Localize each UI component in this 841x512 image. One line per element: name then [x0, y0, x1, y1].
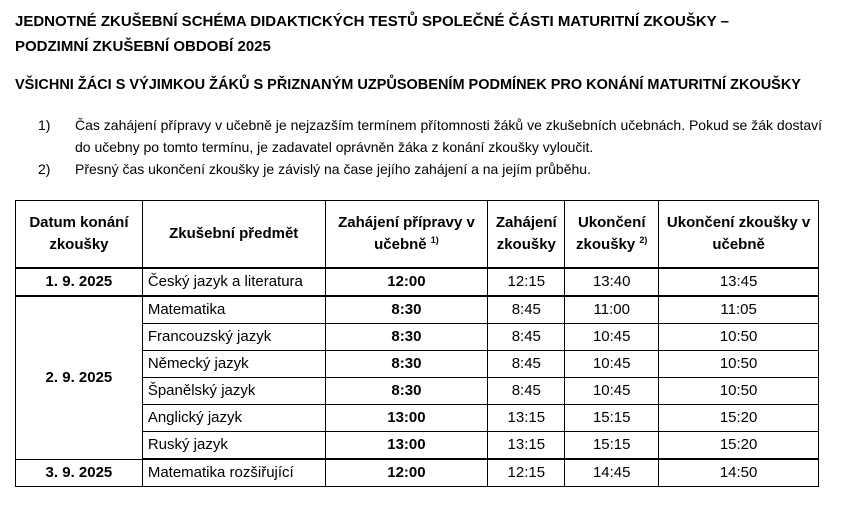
prep-time-cell: 12:00 — [325, 268, 488, 296]
date-cell: 1. 9. 2025 — [16, 268, 143, 296]
end-time-cell: 14:45 — [565, 459, 659, 487]
table-row — [16, 268, 819, 296]
end-time-cell: 13:40 — [565, 268, 659, 296]
end-time-cell: 15:15 — [565, 405, 659, 432]
subject-cell: Německý jazyk — [142, 351, 325, 378]
header-start: Zahájení zkoušky — [488, 201, 565, 269]
subject-cell: Český jazyk a literatura — [142, 268, 325, 296]
prep-time-cell: 8:30 — [325, 296, 488, 324]
footnote-ref-2: 2) — [639, 235, 648, 245]
title-line-2: PODZIMNÍ ZKUŠEBNÍ OBDOBÍ 2025 — [15, 38, 271, 55]
document-subtitle: VŠICHNI ŽÁCI S VÝJIMKOU ŽÁKŮ S PŘIZNANÝM UZPŮSOBENÍM PODMÍNEK PRO KONÁNÍ MATURITNÍ ZKOUŠKY — [15, 77, 801, 93]
note-item — [38, 114, 823, 158]
end-room-time-cell: 15:20 — [659, 432, 819, 460]
end-time-cell: 11:00 — [565, 296, 659, 324]
footnote-ref-1: 1) — [430, 235, 439, 245]
subject-cell: Francouzský jazyk — [142, 324, 325, 351]
note-number: 2) — [38, 161, 51, 177]
header-end: Ukončení zkoušky $^{2)}$ — [565, 201, 659, 269]
start-time-cell: 8:45 — [488, 324, 565, 351]
start-time-cell: 12:15 — [488, 459, 565, 487]
start-time-cell: 8:45 — [488, 378, 565, 405]
prep-time-cell: 8:30 — [325, 351, 488, 378]
end-time-cell: 10:45 — [565, 351, 659, 378]
prep-time-cell: 12:00 — [325, 459, 488, 487]
note-text: Přesný čas ukončení zkoušky je závislý na čase jejího zahájení a na jejím průběhu. — [75, 161, 591, 177]
header-end-room: Ukončení zkoušky v učebně — [659, 201, 819, 269]
table-header-row — [16, 201, 819, 269]
subject-cell: Matematika rozšiřující — [142, 459, 325, 487]
subject-cell: Španělský jazyk — [142, 378, 325, 405]
document-title — [15, 9, 825, 59]
end-room-time-cell: 14:50 — [659, 459, 819, 487]
notes-list — [38, 114, 823, 180]
subject-cell: Ruský jazyk — [142, 432, 325, 460]
note-item — [38, 158, 823, 180]
start-time-cell: 13:15 — [488, 405, 565, 432]
end-room-time-cell: 13:45 — [659, 268, 819, 296]
end-time-cell: 10:45 — [565, 378, 659, 405]
end-room-time-cell: 10:50 — [659, 351, 819, 378]
table-row — [16, 459, 819, 487]
start-time-cell: 8:45 — [488, 351, 565, 378]
subject-cell: Anglický jazyk — [142, 405, 325, 432]
header-date: Datum konání zkoušky — [16, 201, 143, 269]
exam-schedule-table — [15, 200, 819, 487]
note-number: 1) — [38, 117, 51, 133]
subject-cell: Matematika — [142, 296, 325, 324]
end-room-time-cell: 11:05 — [659, 296, 819, 324]
date-cell: 2. 9. 2025 — [16, 296, 143, 459]
end-time-cell: 10:45 — [565, 324, 659, 351]
table-row — [16, 296, 819, 324]
note-text: Čas zahájení přípravy v učebně je nejzazším termínem přítomnosti žáků ve zkušebních učebnách. Pokud se žák dostaví do učebny po tomto termínu, je zadavatel oprávněn žáka z konání zkoušky vyloučit. — [75, 117, 823, 155]
end-room-time-cell: 10:50 — [659, 378, 819, 405]
end-room-time-cell: 10:50 — [659, 324, 819, 351]
prep-time-cell: 8:30 — [325, 324, 488, 351]
start-time-cell: 8:45 — [488, 296, 565, 324]
prep-time-cell: 13:00 — [325, 432, 488, 460]
start-time-cell: 13:15 — [488, 432, 565, 460]
prep-time-cell: 13:00 — [325, 405, 488, 432]
start-time-cell: 12:15 — [488, 268, 565, 296]
end-time-cell: 15:15 — [565, 432, 659, 460]
header-prep: Zahájení přípravy v učebně $^{1)}$ — [325, 201, 488, 269]
header-subject: Zkušební předmět — [142, 201, 325, 269]
prep-time-cell: 8:30 — [325, 378, 488, 405]
end-room-time-cell: 15:20 — [659, 405, 819, 432]
date-cell: 3. 9. 2025 — [16, 459, 143, 487]
title-line-1: JEDNOTNÉ ZKUŠEBNÍ SCHÉMA DIDAKTICKÝCH TESTŮ SPOLEČNÉ ČÁSTI MATURITNÍ ZKOUŠKY – — [15, 13, 729, 30]
